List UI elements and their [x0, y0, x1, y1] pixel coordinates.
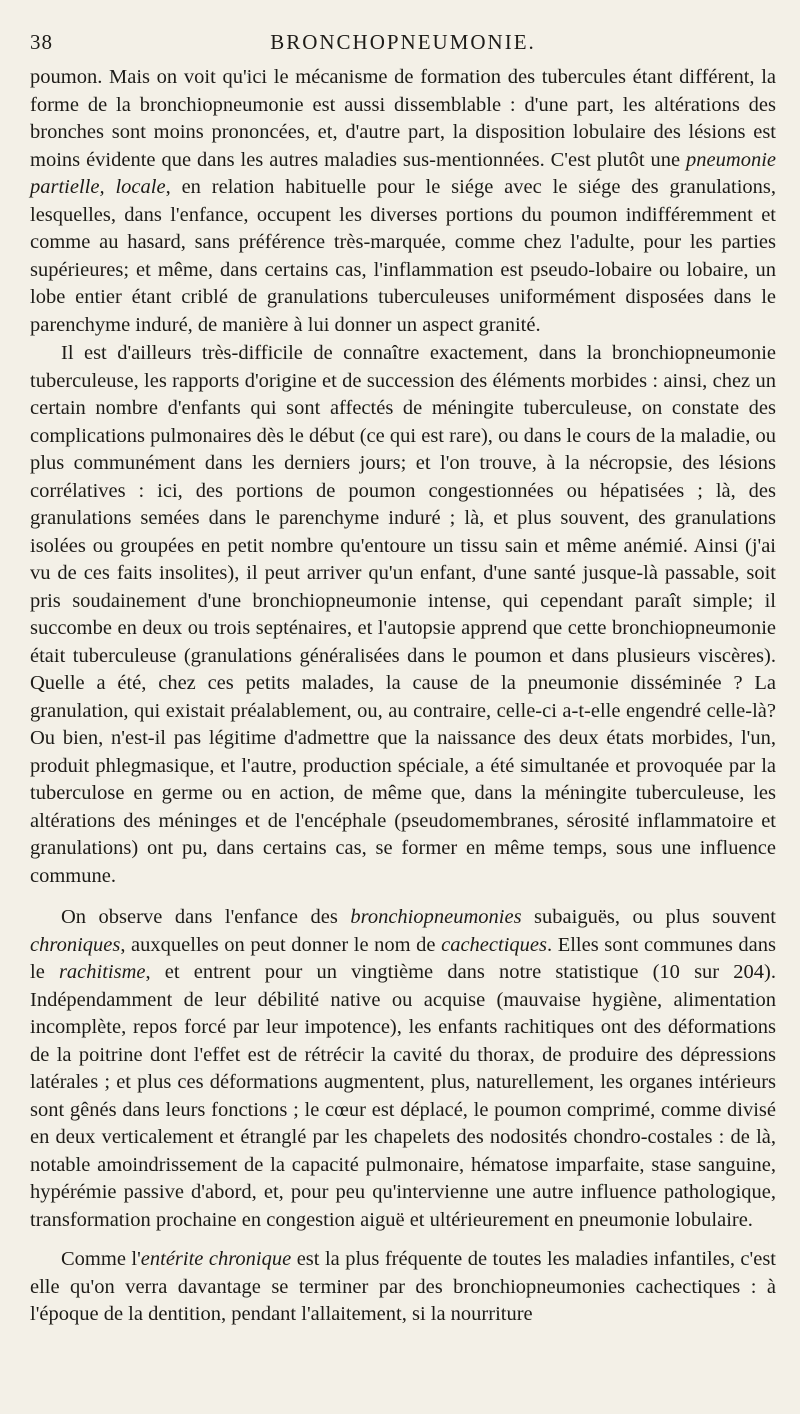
paragraph — [30, 64, 776, 339]
italic-text: bronchiopneumonies — [350, 906, 522, 928]
italic-text: pneumonie partielle, locale — [30, 148, 776, 198]
text-run: subaiguës, ou plus souvent — [521, 906, 776, 928]
paragraph — [30, 904, 776, 1234]
text-run: poumon. Mais on voit qu'ici le mécanisme de formation des tubercules étant différent, la forme de la bronchiopneumonie est aussi dissemblable : d'une part, les altérations des bronches sont moins prononcées, et, d'autre part, la disposition lobulaire des lésions est moins évidente que dans les autres maladies sus-mentionnées. C'est plutôt une — [30, 66, 776, 171]
italic-text: cachectiques — [441, 933, 547, 956]
italic-text: rachitisme — [58, 961, 146, 983]
page-header — [30, 30, 776, 56]
text-run: Comme l' — [61, 1248, 141, 1270]
page-number: 38 — [30, 30, 53, 54]
text-run: est la plus fréquente de toutes les maladies infantiles, c'est elle qu'on verra davantage se terminer par des bronchiopneumonies cachectiques : à l'époque de la dentition, pendant l'allaitement, si la nourriture — [30, 1248, 776, 1325]
italic-text: entérite chronique — [140, 1248, 292, 1270]
paragraph — [30, 340, 776, 890]
body-text — [30, 64, 776, 1329]
text-run: , auxquelles on peut donner le nom de — [120, 933, 442, 956]
text-run: . Elles sont communes dans le — [30, 933, 776, 983]
text-run: , en relation habituelle pour le siége avec le siége des granulations, lesquelles, dans l'enfance, occupent les diverses portions du poumon indifféremment et comme au hasard, sans préférence très-marquée, comme chez l'adulte, pour les parties supérieures; et même, dans certains cas, l'inflammation est pseudo-lobaire ou lobaire, un lobe entier étant criblé de granulations tuberculeuses uniformément disposées dans le parenchyme induré, de manière à lui donner un aspect granité. — [30, 176, 776, 336]
paragraph — [30, 1246, 776, 1329]
running-head: BRONCHOPNEUMONIE. — [270, 30, 536, 54]
text-run: On observe dans l'enfance des — [61, 906, 351, 928]
italic-text: chroniques — [30, 933, 121, 956]
text-run: , et entrent pour un vingtième dans notre statistique (10 sur 204). Indépendamment de leur débilité native ou acquise (mauvaise hygiène, alimentation incomplète, repos forcé par leur impotence), les enfants rachitiques ont des déformations de la poitrine dont l'effet est de rétrécir la cavité du thorax, de produire des dépressions latérales ; et plus ces déformations augmentent, plus, naturellement, les organes intérieurs sont gênés dans leurs fonctions ; le cœur est déplacé, le poumon comprimé, comme divisé en deux verticalement et étranglé par les chapelets des nodosités chondro-costales : de là, notable amoindrissement de la capacité pulmonaire, hématose imparfaite, stase sanguine, hypérémie passive d'abord, et, pour peu qu'intervienne une autre influence pathologique, transformation prochaine en congestion aiguë et ultérieurement en pneumonie lobulaire. — [30, 961, 776, 1231]
text-run: Il est d'ailleurs très-difficile de connaître exactement, dans la bronchiopneumonie tuberculeuse, les rapports d'origine et de succession des éléments morbides : ainsi, chez un certain nombre d'enfants qui sont affectés de méningite tuberculeuse, on constate des complications pulmonaires dès le début (ce qui est rare), ou dans le cours de la maladie, ou plus communément dans les derniers jours; et l'on trouve, à la nécropsie, des lésions corrélatives : ici, des portions de poumon congestionnées ou hépatisées ; là, des granulations semées dans le parenchyme induré ; là, et plus souvent, des granulations isolées ou groupées en petit nombre qu'entoure un tissu sain et même anémié. Ainsi (j'ai vu de ces faits insolites), il peut arriver qu'un enfant, d'une santé jusque-là passable, soit pris soudainement d'une bronchiopneumonie intense, qui cependant paraît simple; il succombe en deux ou trois septénaires, et l'autopsie apprend que cette bronchiopneumonie était tuberculeuse (granulations généralisées dans le poumon et dans plusieurs viscères). Quelle a été, chez ces petits malades, la cause de la pneumonie disséminée ? La granulation, qui existait préalablement, ou, au contraire, celle-ci a-t-elle engendré celle-là? Ou bien, n'est-il pas légitime d'admettre que la naissance des deux états morbides, l'un, produit phlegmasique, et l'autre, production spéciale, a été simultanée et provoquée par la tuberculose en germe ou en action, de même que, dans la méningite tuberculeuse, les altérations des méninges et de l'encéphale (pseudomembranes, sérosité inflammatoire et granulations) ont pu, dans certains cas, se former en même temps, sous une influence commune. — [30, 342, 776, 887]
